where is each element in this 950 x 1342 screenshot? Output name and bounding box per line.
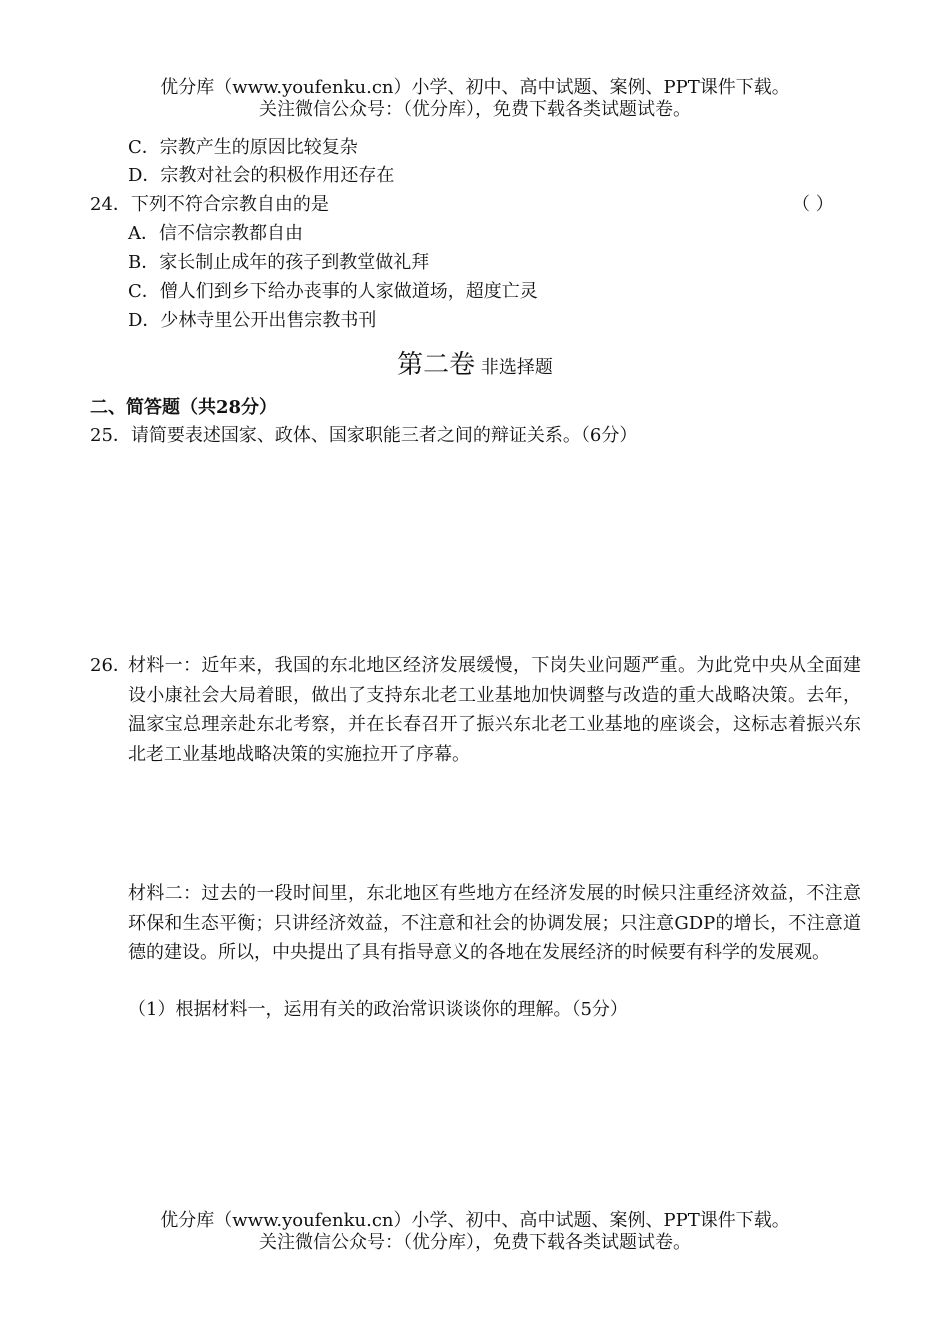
header-line-1: 优分库（www.youfenku.cn）小学、初中、高中试题、案例、PPT课件下载。: [160, 77, 790, 98]
section2-heading: 二、简答题（共28分）: [90, 397, 278, 418]
footer-line-1: 优分库（www.youfenku.cn）小学、初中、高中试题、案例、PPT课件下载。: [160, 1210, 790, 1231]
q24-option-d: D．少林寺里公开出售宗教书刊: [128, 310, 377, 331]
q26-material-1: 材料一：近年来，我国的东北地区经济发展缓慢，下岗失业问题严重。为此党中央从全面建设小康社会大局着眼，做出了支持东北老工业基地加快调整与改造的重大战略决策。去年，温家宝总理亲赴东北考察，并在长春召开了振兴东北老工业基地的座谈会，这标志着振兴东北老工业基地战略决策的实施拉开了序幕。: [128, 655, 861, 765]
part2-subtitle: 非选择题: [480, 357, 553, 378]
q23-option-c: C．宗教产生的原因比较复杂: [128, 137, 358, 158]
footer-line-2: 关注微信公众号：（优分库），免费下载各类试题试卷。: [259, 1232, 691, 1253]
q24-option-c: C．僧人们到乡下给办丧事的人家做道场，超度亡灵: [128, 281, 538, 302]
q26-sub-question-1: （1）根据材料一，运用有关的政治常识谈谈你的理解。（5分）: [128, 999, 628, 1020]
header-line-2: 关注微信公众号：（优分库），免费下载各类试题试卷。: [259, 99, 691, 120]
part2-title: 第二卷: [397, 350, 476, 380]
q24-option-a: A．信不信宗教都自由: [128, 223, 303, 244]
q23-option-d: D．宗教对社会的积极作用还存在: [128, 165, 395, 186]
part2-title-block: [0, 350, 950, 380]
q24-answer-paren: （ ）: [792, 194, 834, 215]
q26-material-2: 材料二：过去的一段时间里，东北地区有些地方在经济发展的时候只注重经济效益，不注意环保和生态平衡；只讲经济效益，不注意和社会的协调发展；只注意GDP的增长，不注意道德的建设。所以，中央提出了具有指导意义的各地在发展经济的时候要有科学的发展观。: [128, 883, 861, 963]
q24-stem: 24．下列不符合宗教自由的是: [90, 194, 329, 215]
q25-text: 25．请简要表述国家、政体、国家职能三者之间的辩证关系。（6分）: [90, 425, 638, 446]
q24-option-b: B．家长制止成年的孩子到教堂做礼拜: [128, 252, 430, 273]
q26-label: 26．: [90, 655, 131, 676]
